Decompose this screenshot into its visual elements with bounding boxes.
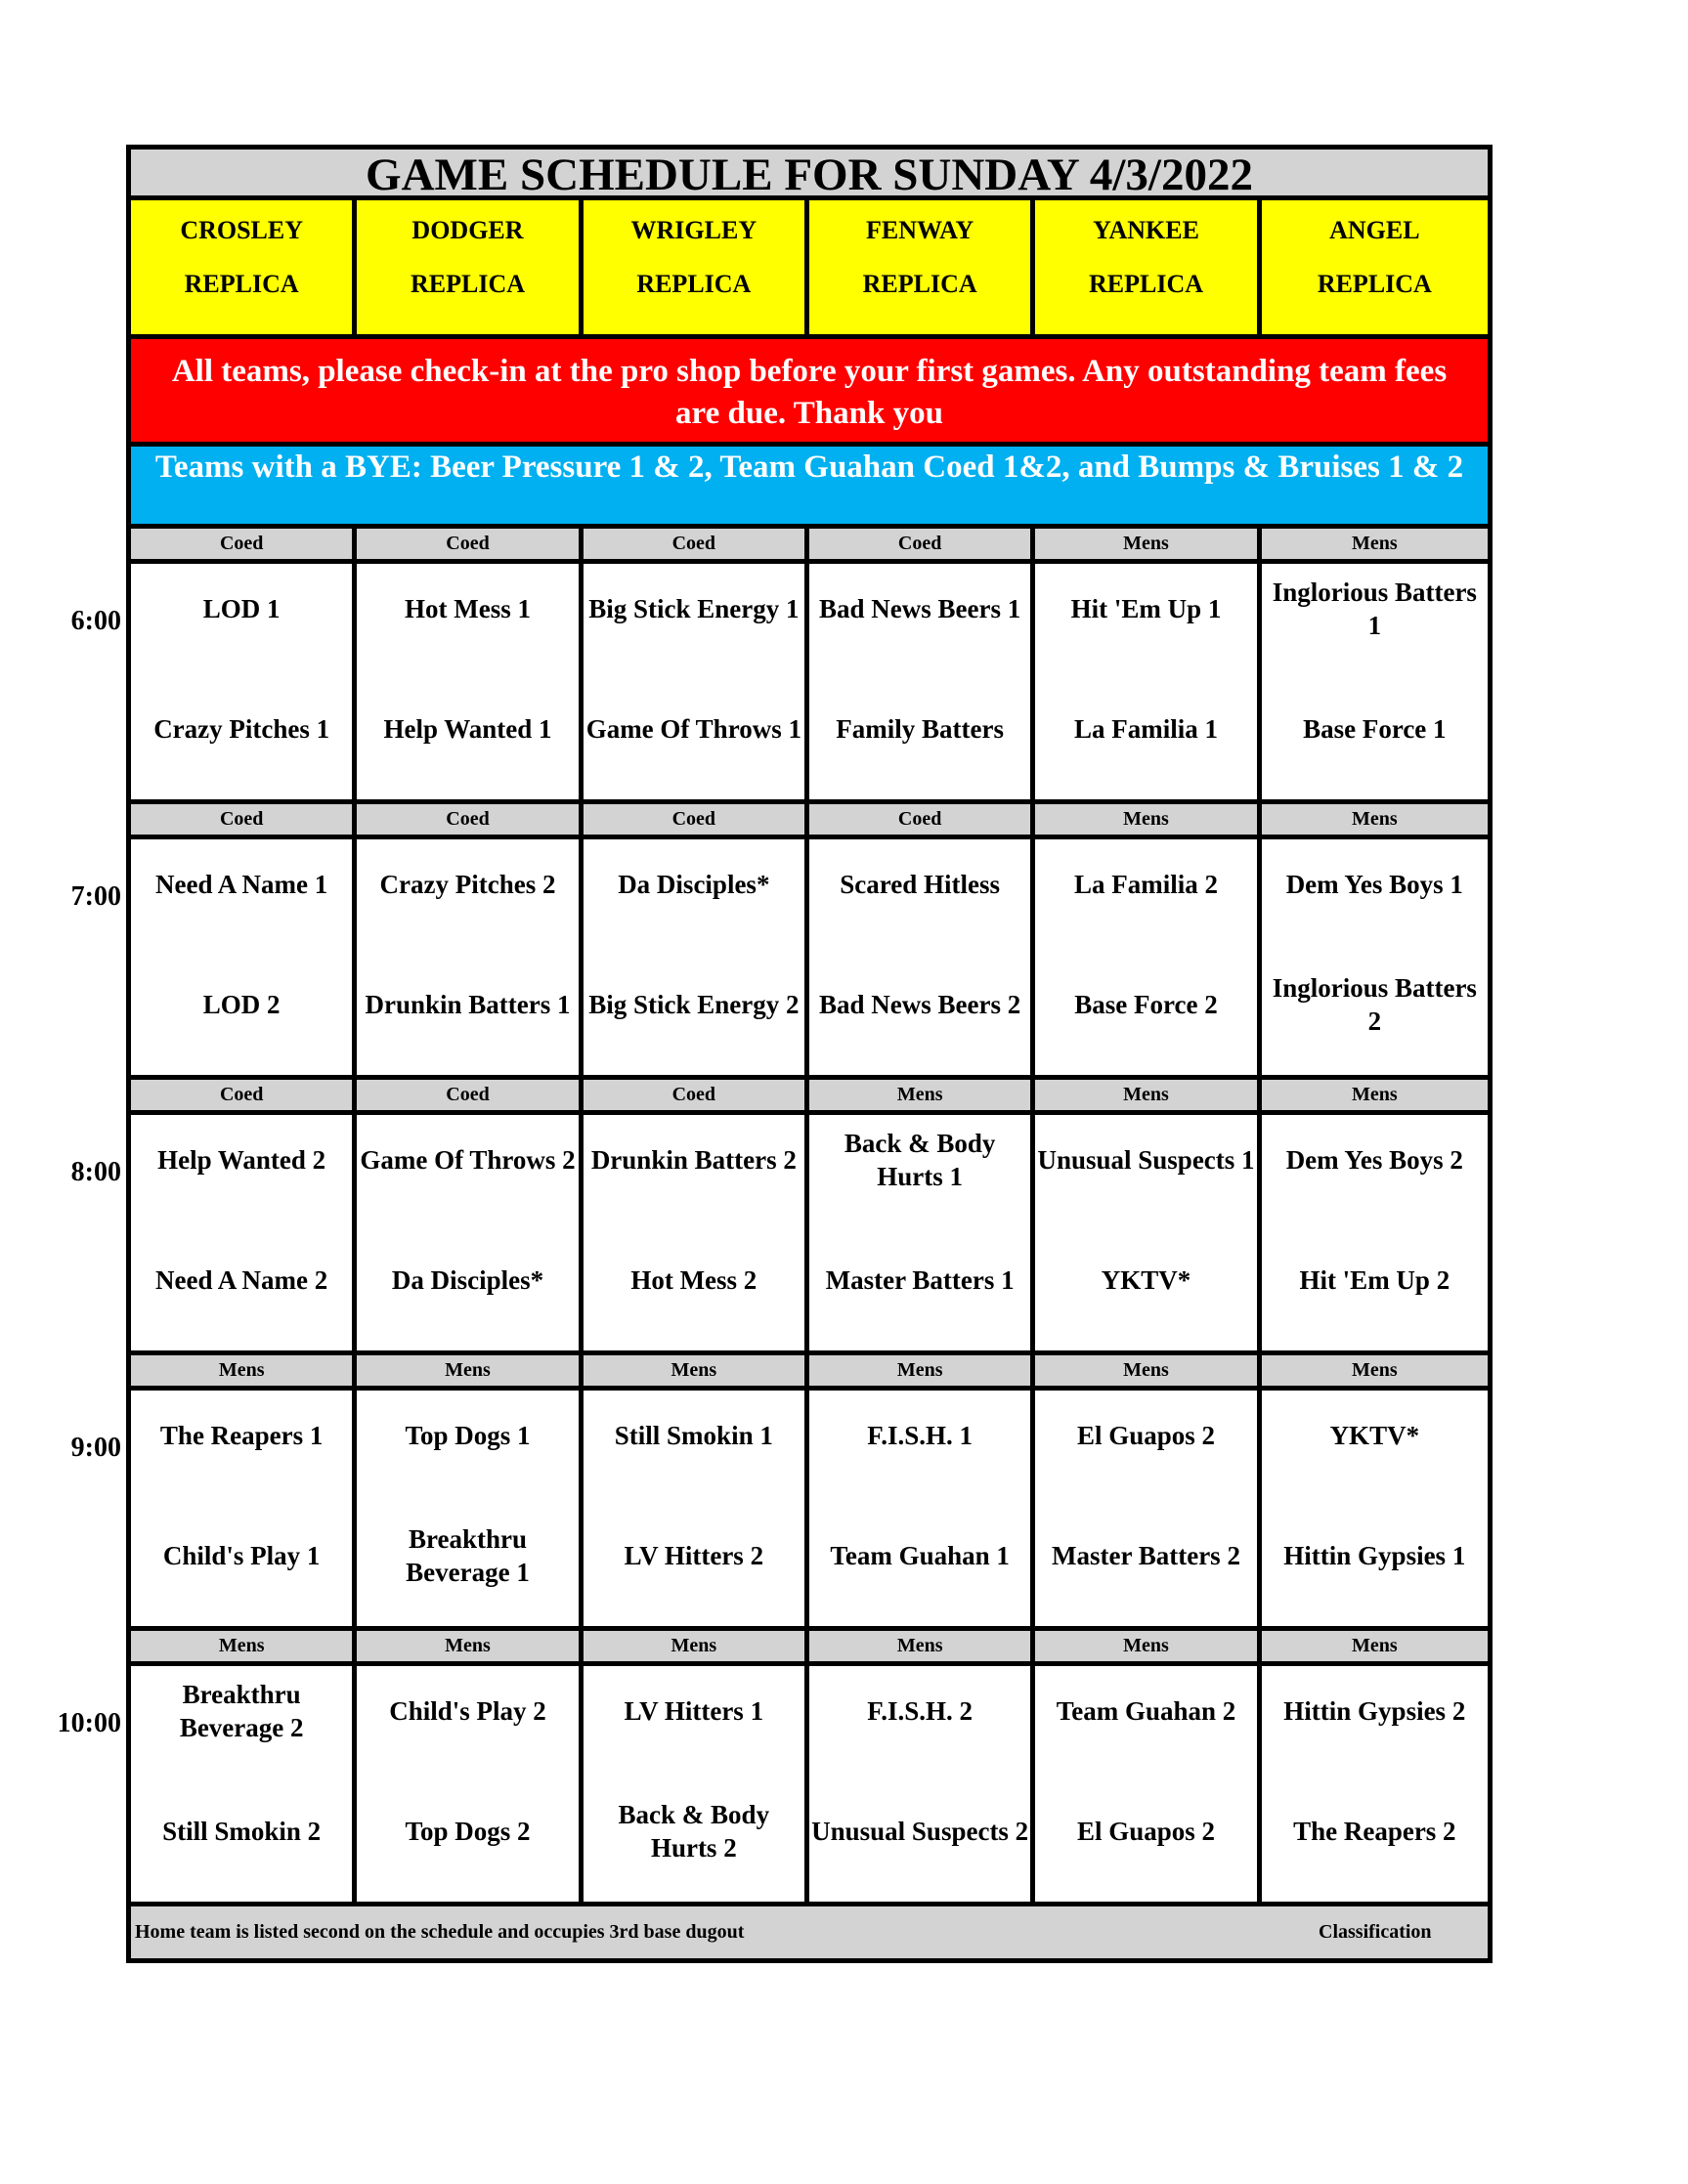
home-team: Inglorious Batters 2 <box>1272 973 1477 1036</box>
home-team: Team Guahan 1 <box>830 1541 1010 1570</box>
field-sub: REPLICA <box>184 270 299 298</box>
home-team: Back & Body Hurts 2 <box>618 1800 770 1863</box>
away-team: Game Of Throws 2 <box>360 1145 576 1175</box>
field-crosley <box>131 200 357 334</box>
footer-classification: Classification <box>1319 1921 1432 1943</box>
away-team: Breakthru Beverage 2 <box>179 1680 304 1742</box>
away-team: Bad News Beers 1 <box>819 594 1021 623</box>
away-team: Crazy Pitches 2 <box>379 870 556 899</box>
game-cell <box>1035 1115 1261 1350</box>
away-team: Back & Body Hurts 1 <box>844 1129 996 1191</box>
time-label: 9:00 <box>70 1433 121 1463</box>
classification-cell: Coed <box>809 529 1035 559</box>
home-team: Still Smokin 2 <box>162 1817 322 1846</box>
field-sub: REPLICA <box>410 270 525 298</box>
game-cell <box>131 839 357 1075</box>
game-cell <box>357 1115 583 1350</box>
game-cell <box>131 1115 357 1350</box>
field-sub: REPLICA <box>1317 270 1432 298</box>
home-team: Base Force 2 <box>1074 990 1218 1019</box>
home-team: LOD 2 <box>202 990 281 1019</box>
classification-cell: Coed <box>357 529 583 559</box>
game-cell <box>1262 839 1488 1075</box>
away-team: Hittin Gypsies 2 <box>1283 1696 1466 1726</box>
away-team: Big Stick Energy 1 <box>588 594 800 623</box>
classification-cell: Mens <box>131 1355 357 1386</box>
classification-row <box>131 804 1488 839</box>
game-cell <box>809 839 1035 1075</box>
time-slot-block <box>131 1080 1488 1355</box>
classification-cell: Coed <box>809 804 1035 835</box>
checkin-notice: All teams, please check-in at the pro shop before your first games. Any outstanding team fees are due. Thank you <box>131 339 1488 447</box>
classification-cell: Mens <box>131 1631 357 1661</box>
game-cell <box>1035 564 1261 799</box>
game-cell <box>809 1666 1035 1902</box>
game-cell <box>584 1115 809 1350</box>
field-sub: REPLICA <box>1088 270 1203 298</box>
field-dodger <box>357 200 583 334</box>
home-team: Crazy Pitches 1 <box>153 714 330 744</box>
classification-cell: Mens <box>809 1080 1035 1110</box>
classification-row <box>131 1080 1488 1115</box>
home-team: Master Batters 2 <box>1052 1541 1240 1570</box>
game-cell <box>809 564 1035 799</box>
classification-cell: Mens <box>1351 808 1398 830</box>
game-cell <box>357 1666 583 1902</box>
field-sub: REPLICA <box>636 270 752 298</box>
away-team: Dem Yes Boys 2 <box>1285 1145 1463 1175</box>
home-team: LV Hitters 2 <box>624 1541 764 1570</box>
classification-cell: Mens <box>357 1631 583 1661</box>
games-grid <box>131 529 1488 1906</box>
time-label: 10:00 <box>57 1708 121 1738</box>
home-team: Drunkin Batters 1 <box>365 990 571 1019</box>
away-team: LOD 1 <box>202 594 281 623</box>
home-team: Base Force 1 <box>1303 714 1447 744</box>
game-cell <box>809 1115 1035 1350</box>
field-fenway <box>809 200 1035 334</box>
home-team: El Guapos 2 <box>1076 1817 1216 1846</box>
time-label: 6:00 <box>70 606 121 636</box>
away-team: Help Wanted 2 <box>157 1145 326 1175</box>
classification-cell: Mens <box>1035 1631 1261 1661</box>
classification-cell: Mens <box>584 1631 809 1661</box>
game-cell <box>1035 1391 1261 1626</box>
schedule-table <box>126 145 1493 1963</box>
away-team: La Familia 2 <box>1073 870 1218 899</box>
games-row <box>131 1666 1488 1906</box>
bye-notice: Teams with a BYE: Beer Pressure 1 & 2, Team Guahan Coed 1&2, and Bumps & Bruises 1 & 2 <box>131 447 1488 529</box>
classification-cell: Coed <box>131 529 357 559</box>
games-row <box>131 839 1488 1080</box>
classification-cell: Mens <box>809 1631 1035 1661</box>
home-team: Help Wanted 1 <box>383 714 552 744</box>
field-sub: REPLICA <box>862 270 977 298</box>
schedule-title: GAME SCHEDULE FOR SUNDAY 4/3/2022 <box>131 150 1488 200</box>
game-cell <box>584 1391 809 1626</box>
field-name: ANGEL <box>1329 216 1420 244</box>
field-name: YANKEE <box>1093 216 1199 244</box>
game-cell <box>584 839 809 1075</box>
home-team: Breakthru Beverage 1 <box>406 1524 530 1587</box>
home-team: Unusual Suspects 2 <box>811 1817 1029 1846</box>
classification-cell: Mens <box>1035 1080 1261 1110</box>
game-cell <box>357 564 583 799</box>
away-team: The Reapers 1 <box>159 1421 324 1450</box>
time-label: 8:00 <box>70 1157 121 1187</box>
classification-cell: Mens <box>1351 1084 1398 1105</box>
away-team: Hit 'Em Up 1 <box>1070 594 1222 623</box>
home-team: Hot Mess 2 <box>630 1265 757 1295</box>
home-team: Family Batters <box>836 714 1004 744</box>
game-cell <box>809 1391 1035 1626</box>
home-team: Master Batters 1 <box>825 1265 1015 1295</box>
field-name: FENWAY <box>866 216 974 244</box>
home-team: The Reapers 2 <box>1293 1817 1456 1846</box>
classification-cell: Coed <box>357 1080 583 1110</box>
classification-cell: Coed <box>131 804 357 835</box>
away-team: Dem Yes Boys 1 <box>1285 870 1463 899</box>
field-wrigley <box>584 200 809 334</box>
footer-row <box>131 1906 1488 1958</box>
field-name: WRIGLEY <box>630 216 757 244</box>
classification-cell: Coed <box>584 529 809 559</box>
classification-cell: Mens <box>809 1355 1035 1386</box>
classification-cell: Mens <box>357 1355 583 1386</box>
away-team: Hot Mess 1 <box>405 594 531 623</box>
classification-cell: Mens <box>1035 529 1261 559</box>
away-team: Inglorious Batters 1 <box>1272 578 1477 640</box>
away-team: Scared Hitless <box>840 870 1001 899</box>
away-team: F.I.S.H. 2 <box>867 1696 974 1726</box>
game-cell <box>1262 1666 1488 1902</box>
home-team: Child's Play 1 <box>162 1541 321 1570</box>
home-team: Game Of Throws 1 <box>585 714 801 744</box>
games-row <box>131 1391 1488 1631</box>
time-slot-block <box>131 529 1488 804</box>
away-team: F.I.S.H. 1 <box>867 1421 974 1450</box>
game-cell <box>1035 839 1261 1075</box>
game-cell <box>584 1666 809 1902</box>
field-yankee <box>1035 200 1261 334</box>
games-row <box>131 564 1488 804</box>
games-row <box>131 1115 1488 1355</box>
game-cell <box>131 1391 357 1626</box>
field-name: CROSLEY <box>180 216 304 244</box>
time-slot-block <box>131 1631 1488 1906</box>
classification-cell: Mens <box>1351 533 1398 554</box>
game-cell <box>1262 564 1488 799</box>
classification-cell: Mens <box>1035 804 1261 835</box>
time-label: 7:00 <box>70 881 121 912</box>
classification-cell: Mens <box>1351 1359 1398 1381</box>
game-cell <box>357 839 583 1075</box>
game-cell <box>1035 1666 1261 1902</box>
away-team: Need A Name 1 <box>155 870 328 899</box>
away-team: Still Smokin 1 <box>614 1421 773 1450</box>
away-team: Child's Play 2 <box>389 1696 546 1726</box>
field-header-row <box>131 200 1488 339</box>
footer-note: Home team is listed second on the schedule and occupies 3rd base dugout <box>135 1921 745 1943</box>
away-team: Drunkin Batters 2 <box>590 1145 797 1175</box>
classification-cell: Coed <box>131 1080 357 1110</box>
away-team: Unusual Suspects 1 <box>1037 1145 1255 1175</box>
classification-row <box>131 1631 1488 1666</box>
away-team: Top Dogs 1 <box>405 1421 531 1450</box>
away-team: YKTV* <box>1329 1421 1420 1450</box>
time-slot-block <box>131 1355 1488 1631</box>
classification-cell: Coed <box>357 804 583 835</box>
home-team: Need A Name 2 <box>155 1265 328 1295</box>
classification-row <box>131 1355 1488 1391</box>
home-team: Da Disciples* <box>391 1265 544 1295</box>
away-team: LV Hitters 1 <box>624 1696 764 1726</box>
time-slot-block <box>131 804 1488 1080</box>
home-team: YKTV* <box>1101 1265 1191 1295</box>
classification-cell: Coed <box>584 804 809 835</box>
game-cell <box>131 1666 357 1902</box>
home-team: Big Stick Energy 2 <box>588 990 800 1019</box>
game-cell <box>357 1391 583 1626</box>
home-team: La Familia 1 <box>1073 714 1218 744</box>
classification-cell: Mens <box>1035 1355 1261 1386</box>
away-team: Da Disciples* <box>618 870 770 899</box>
away-team: El Guapos 2 <box>1076 1421 1216 1450</box>
classification-cell: Mens <box>584 1355 809 1386</box>
field-name: DODGER <box>411 216 524 244</box>
home-team: Top Dogs 2 <box>405 1817 531 1846</box>
game-cell <box>584 564 809 799</box>
home-team: Hittin Gypsies 1 <box>1283 1541 1466 1570</box>
game-cell <box>1262 1115 1488 1350</box>
home-team: Bad News Beers 2 <box>819 990 1021 1019</box>
game-cell <box>131 564 357 799</box>
home-team: Hit 'Em Up 2 <box>1299 1265 1450 1295</box>
game-cell <box>1262 1391 1488 1626</box>
classification-row <box>131 529 1488 564</box>
classification-cell: Mens <box>1351 1635 1398 1656</box>
field-angel <box>1262 200 1488 334</box>
away-team: Team Guahan 2 <box>1056 1696 1236 1726</box>
classification-cell: Coed <box>584 1080 809 1110</box>
